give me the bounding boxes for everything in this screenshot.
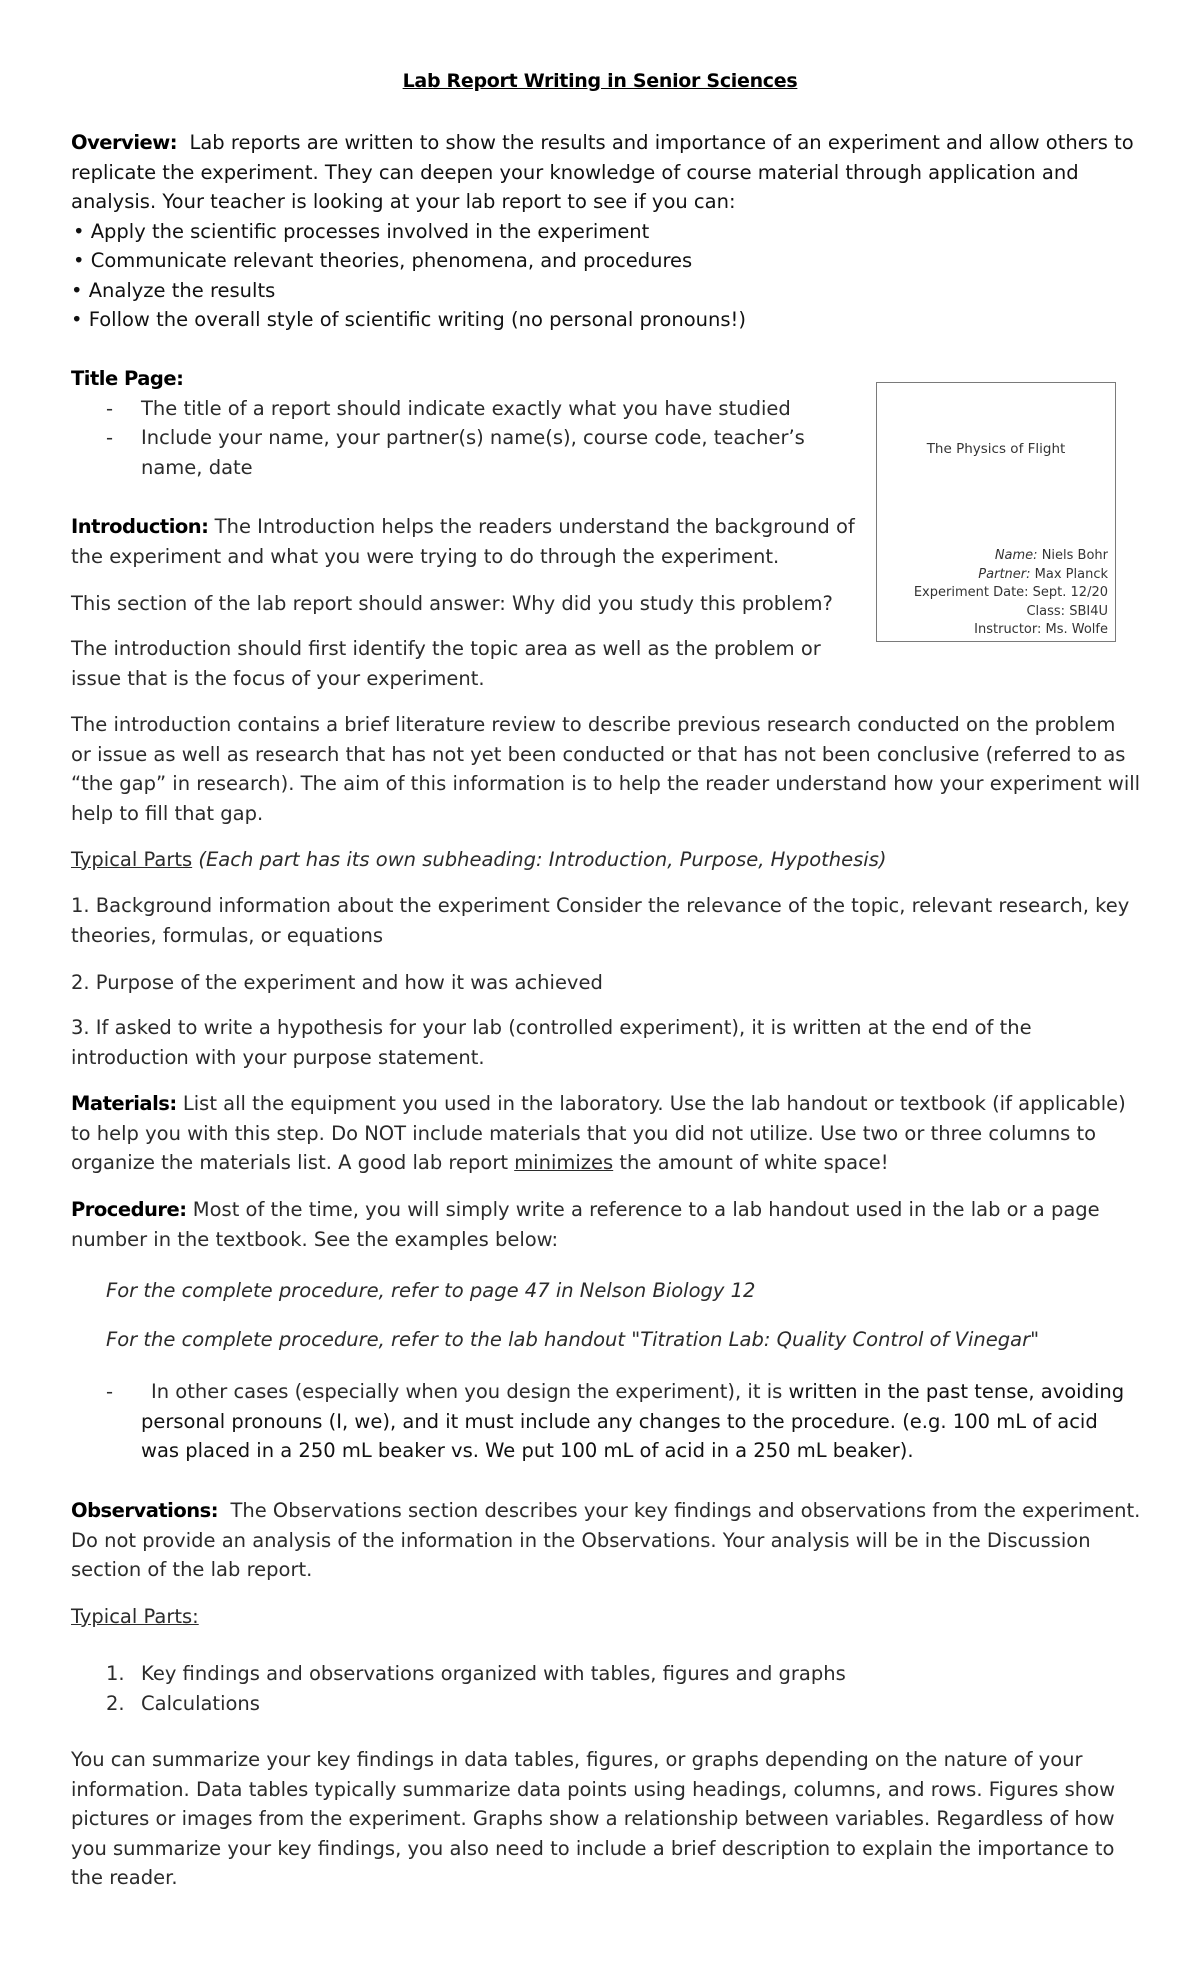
typical-parts-line bbox=[71, 845, 1141, 875]
figure-date-line: Experiment Date: Sept. 12/20 bbox=[913, 585, 1108, 600]
figure-name-line bbox=[914, 547, 1108, 566]
procedure-example: For the complete procedure, refer to page 47 in Nelson Biology 12 bbox=[106, 1279, 756, 1302]
figure-name-label: Name: bbox=[994, 548, 1038, 563]
observations-summary: You can summarize your key findings in data tables, figures, or graphs depending on the nature of your information. Data tables typically summarize data points using headings, columns, and rows. Figures show pictures or images from the experiment. Graphs show a relationship between variables. Regardless of how you summarize your key findings, you also need to include a brief description to explain the importance to the reader. bbox=[71, 1748, 1116, 1889]
introduction-topic: The introduction should first identify the topic area as well as the problem or issue that is the focus of your experiment. bbox=[71, 637, 821, 690]
typical-parts-note: (Each part has its own subheading: Introduction, Purpose, Hypothesis) bbox=[198, 848, 887, 871]
figure-title: The Physics of Flight bbox=[926, 441, 1066, 457]
page-title: Lab Report Writing in Senior Sciences bbox=[402, 70, 798, 92]
figure-instructor-line: Instructor: Ms. Wolfe bbox=[974, 622, 1108, 637]
overview-bullet: • Analyze the results bbox=[71, 279, 276, 302]
observations-text: The Observations section describes your key findings and observations from the experiment. Do not provide an analysis of the information in the Observations. Your analysis will be in the Discussion section of the lab report. bbox=[71, 1499, 1141, 1581]
introduction-paragraph bbox=[71, 512, 861, 571]
list-number: 1. bbox=[106, 1662, 125, 1685]
procedure-paragraph bbox=[71, 1195, 1141, 1254]
overview-text: Lab reports are written to show the results and importance of an experiment and allow others to replicate the experiment. They can deepen your knowledge of course material through application and analysis. Your teacher is looking at your lab report to see if you can: bbox=[71, 131, 1134, 213]
materials-text-end: the amount of white space! bbox=[619, 1151, 889, 1174]
procedure-note-rest: written in the past tense, avoiding personal pronouns (I, we), and it must include any changes to the procedure. (e.g. 100 mL of acid was placed in a 250 mL beaker vs. We put 100 mL of acid in a 250 mL beaker). bbox=[141, 1380, 1125, 1462]
title-page-item: Include your name, your partner(s) name(s), course code, teacher’s name, date bbox=[141, 426, 805, 479]
observations-typical-label: Typical Parts: bbox=[71, 1605, 199, 1628]
figure-partner-value: Max Planck bbox=[1034, 566, 1108, 582]
materials-heading: Materials: bbox=[71, 1092, 177, 1115]
introduction-text: The Introduction helps the readers understand the background of the experiment and what you were trying to do through the experiment. bbox=[71, 515, 855, 568]
overview-bullet: • Communicate relevant theories, phenomena, and procedures bbox=[73, 249, 693, 272]
introduction-literature: The introduction contains a brief literature review to describe previous research conducted on the problem or issue as well as research that has not yet been conducted or that has not been conclusive (referred to as “the gap” in research). The aim of this information is to help the reader understand how your experiment will help to fill that gap. bbox=[71, 713, 1141, 825]
materials-emphasis: minimizes bbox=[514, 1151, 614, 1174]
intro-part-3: 3. If asked to write a hypothesis for your lab (controlled experiment), it is written at the end of the introduction with your purpose statement. bbox=[71, 1016, 1032, 1069]
dash-marker: - bbox=[106, 426, 114, 449]
list-item: Calculations bbox=[141, 1692, 260, 1715]
materials-paragraph bbox=[71, 1089, 1141, 1178]
introduction-question: This section of the lab report should answer: Why did you study this problem? bbox=[71, 592, 833, 615]
intro-part-2: 2. Purpose of the experiment and how it was achieved bbox=[71, 971, 603, 994]
title-page-heading: Title Page: bbox=[71, 367, 184, 390]
introduction-heading: Introduction: bbox=[71, 515, 209, 538]
figure-details bbox=[914, 547, 1108, 640]
intro-part-1: 1. Background information about the experiment Consider the relevance of the topic, relevant research, key theories, formulas, or equations bbox=[71, 894, 1130, 947]
overview-heading: Overview: bbox=[71, 131, 178, 154]
sample-title-page-figure bbox=[876, 382, 1116, 642]
procedure-note-start: In other cases (especially when you design the experiment), it is bbox=[151, 1380, 783, 1403]
figure-name-value: Niels Bohr bbox=[1041, 548, 1108, 563]
observations-typical-line bbox=[71, 1602, 1141, 1632]
procedure-note bbox=[141, 1377, 1126, 1466]
overview-bullet: • Apply the scientific processes involved in the experiment bbox=[73, 220, 650, 243]
title-page-item: The title of a report should indicate exactly what you have studied bbox=[141, 397, 791, 420]
dash-marker: - bbox=[106, 1380, 114, 1403]
list-item: Key findings and observations organized with tables, figures and graphs bbox=[141, 1662, 846, 1685]
observations-paragraph bbox=[71, 1496, 1141, 1585]
procedure-heading: Procedure: bbox=[71, 1198, 187, 1221]
procedure-example: For the complete procedure, refer to the lab handout "Titration Lab: Quality Control of Vinegar" bbox=[106, 1328, 1040, 1351]
figure-class-line: Class: SBI4U bbox=[1026, 603, 1108, 619]
overview-paragraph bbox=[71, 128, 1141, 217]
dash-marker: - bbox=[106, 397, 114, 420]
typical-parts-label: Typical Parts bbox=[71, 848, 193, 871]
list-number: 2. bbox=[106, 1692, 125, 1715]
observations-heading: Observations: bbox=[71, 1499, 219, 1522]
overview-bullet: • Follow the overall style of scientific writing (no personal pronouns!) bbox=[71, 308, 746, 331]
materials-text: List all the equipment you used in the laboratory. Use the lab handout or textbook (if applicable) to help you with this step. Do NOT include materials that you did not utilize. Use two or three columns to organize the materials list. A good lab report bbox=[71, 1092, 1126, 1174]
figure-partner-label: Partner: bbox=[978, 566, 1031, 582]
figure-partner-line bbox=[914, 566, 1108, 585]
procedure-text: Most of the time, you will simply write a reference to a lab handout used in the lab or a page number in the textbook. See the examples below: bbox=[71, 1198, 1100, 1251]
